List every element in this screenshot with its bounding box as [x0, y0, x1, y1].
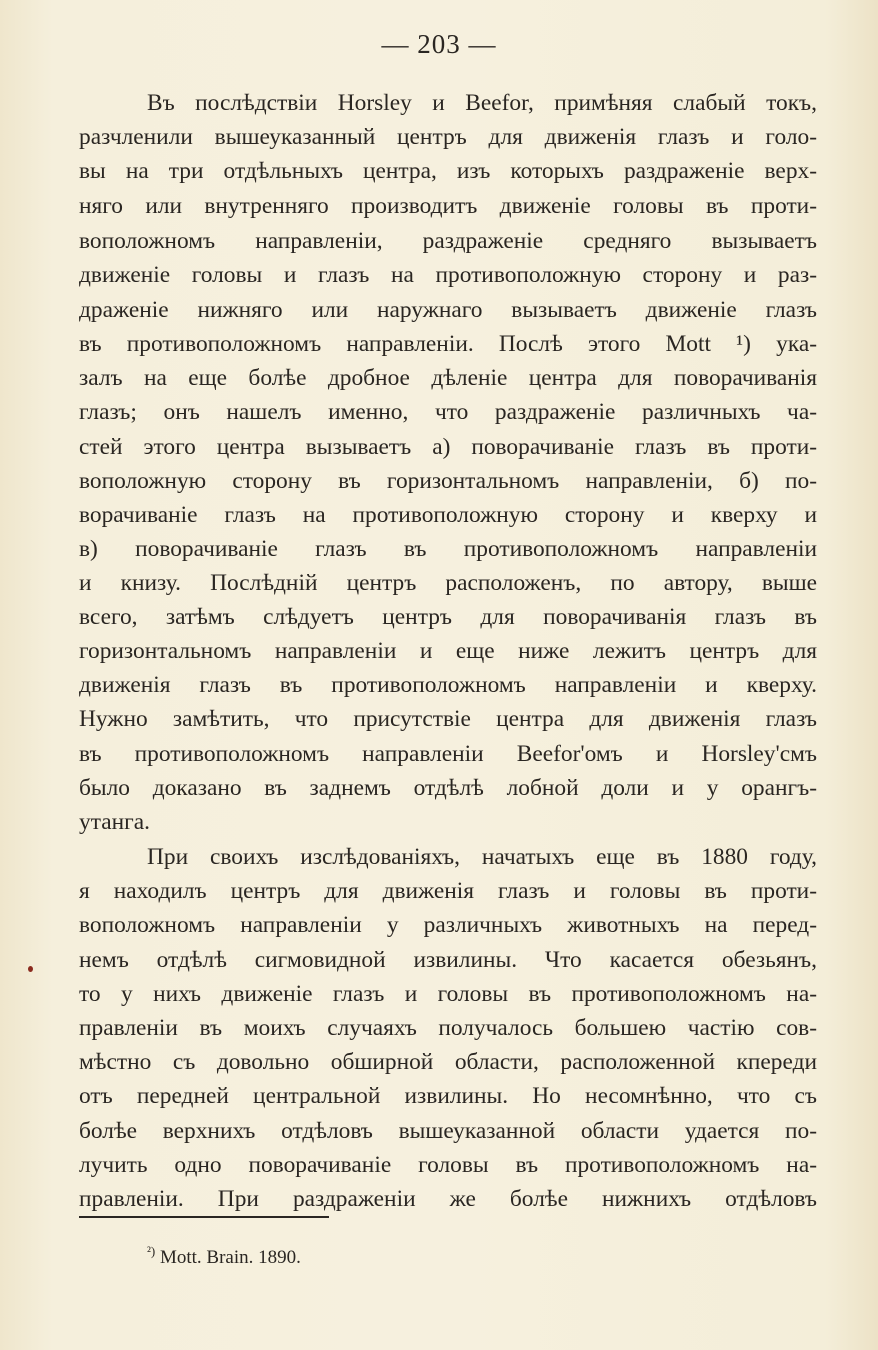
- text-line: драженіе нижняго или наружнаго вызываетъ движеніе глазъ: [79, 297, 817, 323]
- text-line: то у нихъ движеніе глазъ и головы въ противоположномъ на-: [79, 981, 817, 1007]
- footnote-marker: ²): [147, 1243, 156, 1259]
- page-number: — 203 —: [381, 29, 497, 59]
- text-line: отъ передней центральной извилины. Но несомнѣнно, что съ: [79, 1083, 817, 1109]
- text-line: и книзу. Послѣдній центръ расположенъ, по автору, выше: [79, 570, 817, 596]
- text-line: стей этого центра вызываетъ a) поворачиваніе глазъ въ проти-: [79, 434, 817, 460]
- text-line: лучить одно поворачиваніе головы въ противоположномъ на-: [79, 1152, 817, 1178]
- text-line: въ противоположномъ направленіи Beefor'омъ и Horsley'смъ: [79, 741, 817, 767]
- text-line: я находилъ центръ для движенія глазъ и головы въ проти-: [79, 878, 817, 904]
- text-line: залъ на еще болѣе дробное дѣленіе центра для поворачиванія: [79, 365, 817, 391]
- text-line: Нужно замѣтить, что присутствіе центра для движенія глазъ: [79, 706, 817, 732]
- text-line: Въ послѣдствіи Horsley и Beefor, примѣняя слабый токъ,: [147, 90, 817, 116]
- footnote-text: Mott. Brain. 1890.: [155, 1247, 301, 1268]
- text-line: утанга.: [79, 809, 150, 835]
- text-line: немъ отдѣлѣ сигмовидной извилины. Что касается обезьянъ,: [79, 947, 817, 973]
- text-line: болѣе верхнихъ отдѣловъ вышеуказанной области удается по-: [79, 1118, 817, 1144]
- text-line: было доказано въ заднемъ отдѣлѣ лобной доли и у орангъ-: [79, 775, 817, 801]
- text-line: движенія глазъ въ противоположномъ направленіи и кверху.: [79, 672, 817, 698]
- footnote-divider: [79, 1216, 329, 1218]
- text-line: въ противоположномъ направленіи. Послѣ этого Mott ¹) ука-: [79, 331, 817, 357]
- text-line: воположную сторону въ горизонтальномъ направленіи, б) по-: [79, 468, 817, 494]
- footnote: [147, 1243, 301, 1273]
- text-line: При своихъ изслѣдованіяхъ, начатыхъ еще въ 1880 году,: [147, 844, 817, 870]
- text-line: горизонтальномъ направленіи и еще ниже лежитъ центръ для: [79, 638, 817, 664]
- text-line: воположномъ направленіи, раздраженіе средняго вызываетъ: [79, 228, 817, 254]
- text-line: воположномъ направленіи у различныхъ животныхъ на перед-: [79, 912, 817, 938]
- text-line: правленіи въ моихъ случаяхъ получалось большею частію сов-: [79, 1015, 817, 1041]
- text-line: в) поворачиваніе глазъ въ противоположномъ направленіи: [79, 536, 817, 562]
- text-line: разчленили вышеуказанный центръ для движенія глазъ и голо-: [79, 124, 817, 150]
- text-line: няго или внутренняго производитъ движеніе головы въ проти-: [79, 193, 817, 219]
- text-line: движеніе головы и глазъ на противоположную сторону и раз-: [79, 262, 817, 288]
- ink-speck: [28, 966, 33, 972]
- text-line: всего, затѣмъ слѣдуетъ центръ для поворачиванія глазъ въ: [79, 604, 817, 630]
- text-line: ворачиваніе глазъ на противоположную сторону и кверху и: [79, 502, 817, 528]
- text-line: глазъ; онъ нашелъ именно, что раздраженіе различныхъ ча-: [79, 399, 817, 425]
- text-line: мѣстно съ довольно обширной области, расположенной кпереди: [79, 1049, 817, 1075]
- text-line: вы на три отдѣльныхъ центра, изъ которыхъ раздраженіе верх-: [79, 158, 817, 184]
- text-line: правленіи. При раздраженіи же болѣе нижнихъ отдѣловъ: [79, 1186, 817, 1212]
